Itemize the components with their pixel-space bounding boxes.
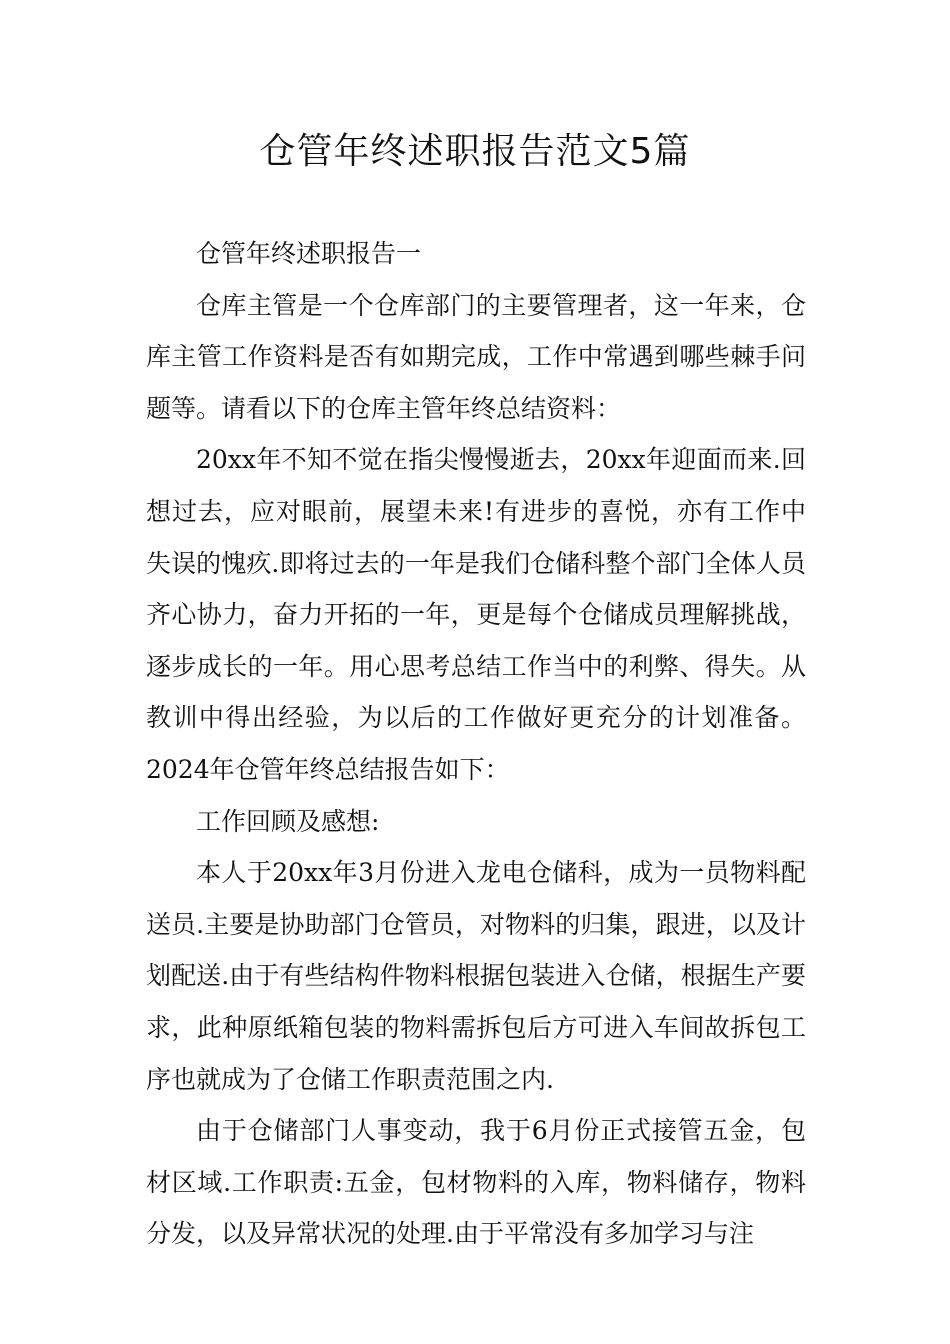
document-body: [146, 228, 806, 1260]
subheading: 工作回顾及感想:: [196, 806, 380, 836]
document-title: 仓管年终述职报告范文5篇: [259, 131, 691, 172]
section-heading: 仓管年终述职报告一: [196, 239, 422, 268]
paragraph: 本人于20xx年3月份进入龙电仓储科，成为一员物料配送员.主要是协助部门仓管员，对物料的归集，跟进，以及计划配送.由于有些结构件物料根据包装进入仓储，根据生产要求，此种原纸箱包装的物料需拆包后方可进入车间故拆包工序也就成为了仓储工作职责范围之内.: [146, 858, 806, 1094]
paragraph: 仓库主管是一个仓库部门的主要管理者，这一年来，仓库主管工作资料是否有如期完成，工作中常遇到哪些棘手问题等。请看以下的仓库主管年终总结资料：: [146, 290, 806, 423]
paragraph: 由于仓储部门人事变动，我于6月份正式接管五金，包材区域.工作职责:五金，包材物料的入库，物料储存，物料分发，以及异常状况的处理.由于平常没有多加学习与注: [146, 1116, 806, 1249]
paragraph: 20xx年不知不觉在指尖慢慢逝去，20xx年迎面而来.回想过去，应对眼前，展望未来!有进步的喜悦，亦有工作中失误的愧疚.即将过去的一年是我们仓储科整个部门全体人员齐心协力，奋力开拓的一年，更是每个仓储成员理解挑战，逐步成长的一年。用心思考总结工作当中的利弊、得失。从教训中得出经验，为以后的工作做好更充分的计划准备。2024年仓管年终总结报告如下：: [146, 445, 806, 784]
